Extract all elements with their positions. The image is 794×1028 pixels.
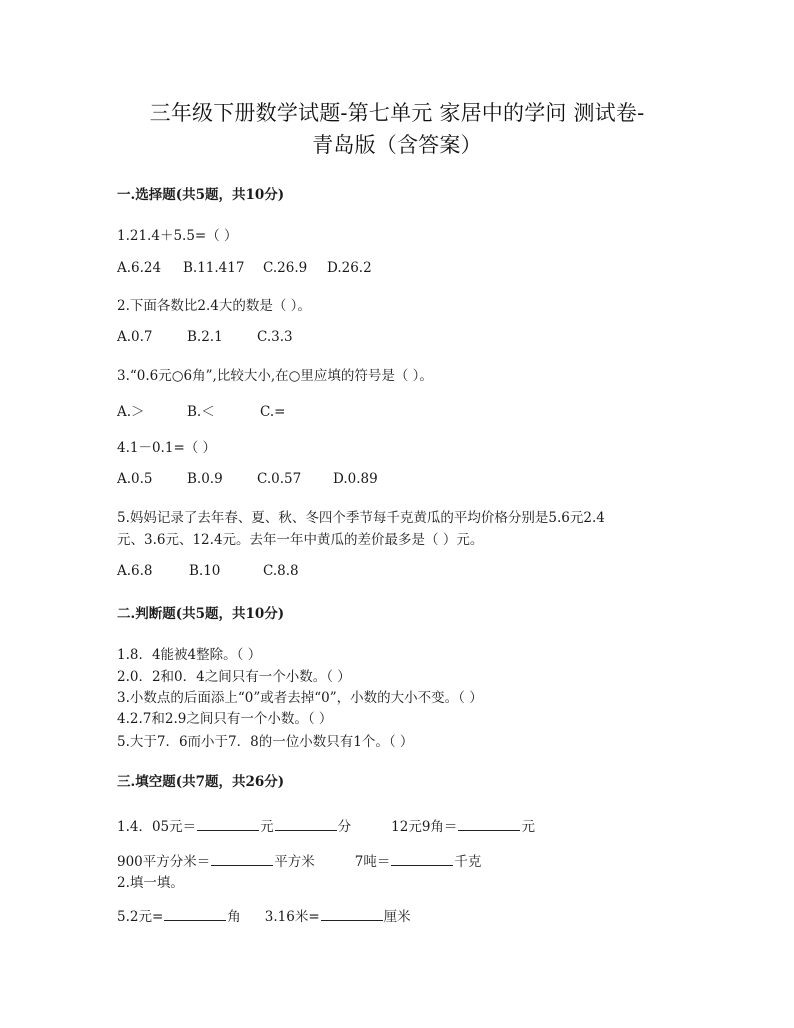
fill-blank xyxy=(275,818,337,831)
fill-q1-line2 xyxy=(117,850,481,870)
q1-stem: 1.21.4＋5.5=（ ） xyxy=(117,228,238,244)
fill-q1-c-prefix: 900平方分米＝ xyxy=(117,854,211,870)
fill-q1-a-prefix: 1.4．05元＝ xyxy=(117,819,197,835)
fill-q1-line1 xyxy=(117,815,535,835)
q2-options xyxy=(117,329,293,345)
fill-q2-line xyxy=(117,905,411,925)
q5-stem-line2: 元、3.6元、12.4元。去年一年中黄瓜的差价最多是（ ）元。 xyxy=(117,532,484,548)
judge-item-3: 3.小数点的后面添上“0”或者去掉“0”，小数的大小不变。（ ） xyxy=(117,690,483,706)
q1-option-b: B.11.417 xyxy=(183,260,245,276)
section3-heading: 三.填空题(共7题，共26分) xyxy=(117,774,285,790)
q4-option-d: D.0.89 xyxy=(333,471,378,487)
fill-blank xyxy=(211,853,273,866)
q3-options xyxy=(117,400,285,420)
q3-option-b: B.＜ xyxy=(187,404,215,420)
q5-option-c: C.8.8 xyxy=(263,563,299,579)
q4-options xyxy=(117,471,378,487)
page-title-line1: 三年级下册数学试题-第七单元 家居中的学问 测试卷- xyxy=(149,101,645,125)
fill-q2-stem: 2.填一填。 xyxy=(117,875,184,891)
section1-heading: 一.选择题(共5题，共10分) xyxy=(117,187,285,203)
q1-option-a: A.6.24 xyxy=(117,260,162,276)
fill-q2-b-unit: 厘米 xyxy=(383,909,411,925)
q4-option-a: A.0.5 xyxy=(117,471,153,487)
judge-item-2: 2.0．2和0．4之间只有一个小数。（ ） xyxy=(117,669,351,685)
fill-blank xyxy=(197,818,259,831)
q4-option-c: C.0.57 xyxy=(257,471,302,487)
q1-option-d: D.26.2 xyxy=(327,260,372,276)
judge-item-1: 1.8．4能被4整除。（ ） xyxy=(117,647,262,663)
fill-blank xyxy=(391,853,453,866)
fill-q2-a-unit: 角 xyxy=(227,909,241,925)
q5-stem-line1: 5.妈妈记录了去年春、夏、秋、冬四个季节每千克黄瓜的平均价格分别是5.6元2.4 xyxy=(117,510,605,526)
fill-blank xyxy=(321,908,383,921)
q5-option-a: A.6.8 xyxy=(117,563,153,579)
q2-option-b: B.2.1 xyxy=(187,329,223,345)
q2-option-a: A.0.7 xyxy=(117,329,153,345)
fill-blank xyxy=(458,818,520,831)
q3-option-c: C.= xyxy=(260,404,286,420)
page-title-line2: 青岛版（含答案） xyxy=(312,133,482,157)
fill-q1-d-unit: 千克 xyxy=(454,854,482,870)
q5-options xyxy=(117,563,299,579)
q3-option-a: A.＞ xyxy=(117,404,145,420)
q5-option-b: B.10 xyxy=(189,563,221,579)
fill-q1-c-unit: 平方米 xyxy=(274,854,315,870)
q3-stem: 3.“0.6元○6角”,比较大小,在○里应填的符号是（ ）。 xyxy=(117,368,433,384)
fill-q1-b-unit: 元 xyxy=(521,819,535,835)
q2-stem: 2.下面各数比2.4大的数是（ ）。 xyxy=(117,298,311,314)
q4-option-b: B.0.9 xyxy=(187,471,223,487)
fill-q1-a-unit2: 分 xyxy=(337,819,352,835)
q4-stem: 4.1－0.1=（ ） xyxy=(117,440,217,456)
section2-heading: 二.判断题(共5题，共10分) xyxy=(117,606,285,622)
q1-option-c: C.26.9 xyxy=(263,260,308,276)
q1-options xyxy=(117,260,372,276)
q2-option-c: C.3.3 xyxy=(257,329,293,345)
fill-q1-b-prefix: 12元9角＝ xyxy=(391,819,458,835)
fill-q1-d-prefix: 7吨＝ xyxy=(354,854,391,870)
fill-blank xyxy=(164,908,226,921)
judge-item-5: 5.大于7．6而小于7．8的一位小数只有1个。（ ） xyxy=(117,734,414,750)
judge-item-4: 4.2.7和2.9之间只有一个小数。（ ） xyxy=(117,711,333,727)
fill-q1-a-unit1: 元 xyxy=(260,819,274,835)
fill-q2-a-prefix: 5.2元= xyxy=(117,909,164,925)
fill-q2-b-prefix: 3.16米= xyxy=(264,909,320,925)
